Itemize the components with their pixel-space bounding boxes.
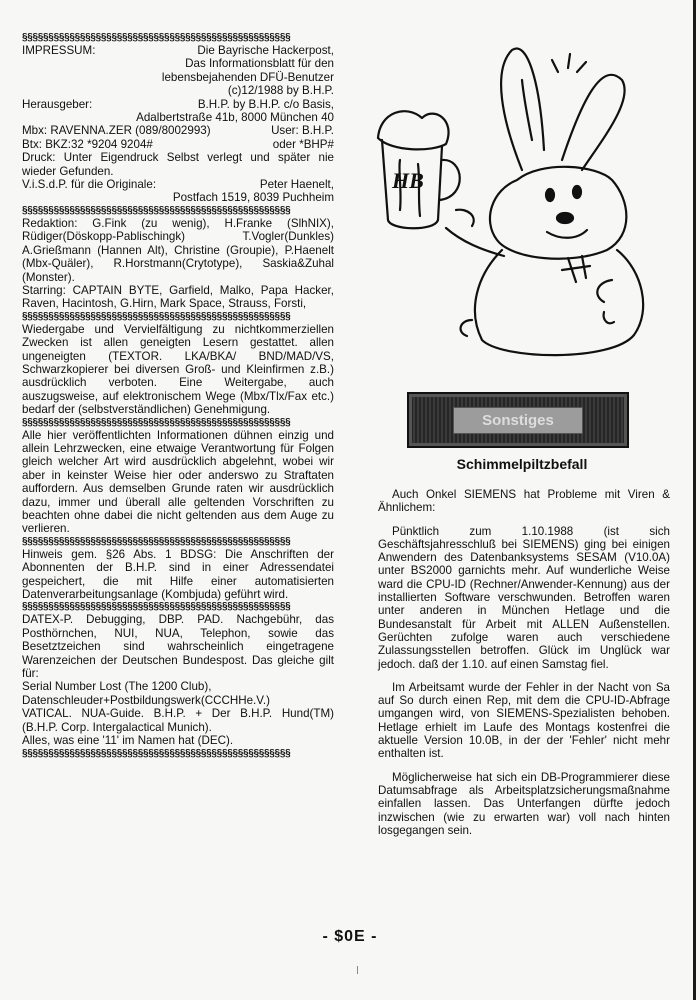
article-paragraph: Möglicherweise hat sich ein DB-Programmierer diese Datumsabfrage als Arbeitsplatzsicherungsmaßnahme einfallen lassen. Das Unterfangen dürfte jedoch inzwischen (wie zu erwarten war) voll nach hinten losgegangen sein. xyxy=(378,770,670,837)
visdp-row xyxy=(22,178,334,191)
wiedergabe-text: Wiedergabe und Vervielfältigung zu nichtkommerziellen Zwecken ist allen geneigten Lesern gestattet. allen ungeneigten (TEXTOR. LKA/BKA/ BND/MAD/VS, Schwarzkopierer bei diversen Groß- und Kleinfirmen z.B.) ausdrücklich verboten. Eine Weitergabe, auch auszugsweise, auf elektronischem Wege (Mbx/Tlx/Fax etc.) bedarf der (selbstverständlichen) Genehmigung. xyxy=(22,322,334,417)
btx-row xyxy=(22,138,334,151)
impressum-title-2: Das Informationsblatt für den xyxy=(185,57,334,71)
article-paragraph: Im Arbeitsamt wurde der Fehler in der Nacht von Sa auf So durch einen Rep, mit dem die CPU-ID-Abfrage umgangen wird, von SIEMENS-Spezialisten behoben. Hetlage erhielt im Laufe des Montags kostenfrei die aktuelle Version 10.0B, in der der 'Fehler' nicht mehr enthalten ist. xyxy=(378,680,670,761)
impressum-title-3: lebensbejahenden DFÜ-Benutzer xyxy=(161,70,334,84)
separator: §§§§§§§§§§§§§§§§§§§§§§§§§§§§§§§§§§§§§§§§§§§§§§§§§§§ xyxy=(22,416,291,428)
mug-label: HB xyxy=(392,168,424,193)
redaktion-text: Redaktion: G.Fink (zu wenig), H.Franke (SlhNIX), Rüdiger(Döskopp-Pablischingk) T.Vogler(Dunkles) A.Grießmann (Hannen Alt), Christine (Groupie), P.Haenelt (Mbx-Quäler), R.Horstmann(Crytotype), Saskia&Zuhal (Monster). xyxy=(22,216,334,284)
mbx-row xyxy=(22,124,334,137)
btx-alt: oder *BHP# xyxy=(272,137,334,151)
btx-line: Btx: BKZ:32 *9204 9204# xyxy=(22,137,153,151)
article-paragraph: Pünktlich zum 1.10.1988 (ist sich Geschäftsjahresschluß bei SIEMENS) ging bei einigen Anwendern des Datenbanksystems SESAM (V10.0A) unter BS2000 garnichts mehr. Auf wunderliche Weise ward die CPU-ID (Rechner/Anwender-Kennung) aus der installierten Software verschwunden. Betroffen waren unter anderen in München Hetlage und die Bundesanstalt für Arbeit mit ALLEN Außenstellen. Gerüchten zufolge waren auch verschiedene Zulassungsstellen betroffen. Glück im Unglück war jedoch. daß der 1.10. auf einen Samstag fiel. xyxy=(378,524,670,671)
separator: §§§§§§§§§§§§§§§§§§§§§§§§§§§§§§§§§§§§§§§§§§§§§§§§§§§ xyxy=(22,535,291,547)
separator: §§§§§§§§§§§§§§§§§§§§§§§§§§§§§§§§§§§§§§§§§§§§§§§§§§§ xyxy=(22,747,291,759)
mbx-line: Mbx: RAVENNA.ZER (089/8002993) xyxy=(22,124,211,138)
article-title: Schimmelpiltzbefall xyxy=(456,456,588,472)
section-banner-label: Sonstiges xyxy=(453,407,583,434)
separator: §§§§§§§§§§§§§§§§§§§§§§§§§§§§§§§§§§§§§§§§§§§§§§§§§§§ xyxy=(22,310,291,322)
separator: §§§§§§§§§§§§§§§§§§§§§§§§§§§§§§§§§§§§§§§§§§§§§§§§§§§ xyxy=(22,601,291,613)
haftung-text: Alle hier veröffentlichten Informationen dühnen einzig und allein Lehrzwecken, eine etwaige Verantwortung für Folgen gleich welcher Art wird ausdrücklich abgelehnt, wobei wir aber in keinster Weise hier oder anderswo zu Straftaten auffordern. Aus demselben Grunde raten wir ausdrücklich dazu, immer und überall alle geltenden Vorschriften zu beachten ohne dabei die nicht geltenden aus dem Auge zu verlieren. xyxy=(22,428,334,536)
article-body xyxy=(378,488,670,847)
page-edge xyxy=(693,0,696,1000)
vatical-text: VATICAL. NUA-Guide. B.H.P. + Der B.H.P. Hund(TM) (B.H.P. Corp. Intergalactical Munich). xyxy=(22,707,334,734)
impressum-header xyxy=(22,44,334,57)
mbx-user: User: B.H.P. xyxy=(271,124,334,138)
bdsg-text: Hinweis gem. §26 Abs. 1 BDSG: Die Anschriften der Abonnenten der B.H.P. sind in einer Adressendatei gespeichert, die mit Hilfe einer automatisierten Datenverarbeitungsanlage (Kombjuda) geführt wird. xyxy=(22,547,334,602)
herausgeber-label: Herausgeber: xyxy=(22,97,93,111)
impressum-title-1: Die Bayrische Hackerpost, xyxy=(197,44,334,57)
impressum-title-4: (c)12/1988 by B.H.P. xyxy=(227,84,334,98)
page-number: - $0E - xyxy=(322,928,378,945)
article-paragraph: Auch Onkel SIEMENS hat Probleme mit Viren & Ähnlichem: xyxy=(378,488,670,515)
datex-text: DATEX-P. Debugging, DBP. PAD. Nachgebühr, das Posthörnchen, NUI, NUA, Telephon, sowie das Besetztzeichen sind wahrscheinlich eingetragene Warenzeichen der Deutschen Bundespost. Das gleiche gilt für: xyxy=(22,613,334,681)
herausgeber-address: Adalbertstraße 41b, 8000 München 40 xyxy=(136,111,334,125)
impressum-label: IMPRESSUM: xyxy=(22,44,96,57)
herausgeber-row xyxy=(22,98,334,111)
section-banner xyxy=(407,392,629,448)
visdp-name: Peter Haenelt, xyxy=(259,178,334,192)
visdp-address: Postfach 1519, 8039 Puchheim xyxy=(172,191,334,205)
datex-line-2: Datenschleuder+Postbildungswerk(CCCHHe.V.) xyxy=(22,693,270,707)
starring-text: Starring: CAPTAIN BYTE, Garfield, Malko, Papa Hacker, Raven, Hacintosh, G.Hirn, Mark Space, Strauss, Forsti, xyxy=(22,283,334,311)
separator: §§§§§§§§§§§§§§§§§§§§§§§§§§§§§§§§§§§§§§§§§§§§§§§§§§§ xyxy=(22,204,291,216)
separator: §§§§§§§§§§§§§§§§§§§§§§§§§§§§§§§§§§§§§§§§§§§§§§§§§§§ xyxy=(22,32,291,43)
impressum-column xyxy=(22,32,334,760)
datex-line-1: Serial Number Lost (The 1200 Club), xyxy=(22,680,212,694)
herausgeber-value: B.H.P. by B.H.P. c/o Basis, xyxy=(197,97,334,111)
druck-text: Druck: Unter Eigendruck Selbst verlegt und später nie wieder Gefunden. xyxy=(22,151,334,178)
visdp-label: V.i.S.d.P. für die Originale: xyxy=(22,178,157,192)
scan-mark xyxy=(357,966,358,974)
elf-text: Alles, was eine '11' im Namen hat (DEC). xyxy=(22,734,234,748)
rabbit-with-beer-illustration xyxy=(372,20,672,360)
